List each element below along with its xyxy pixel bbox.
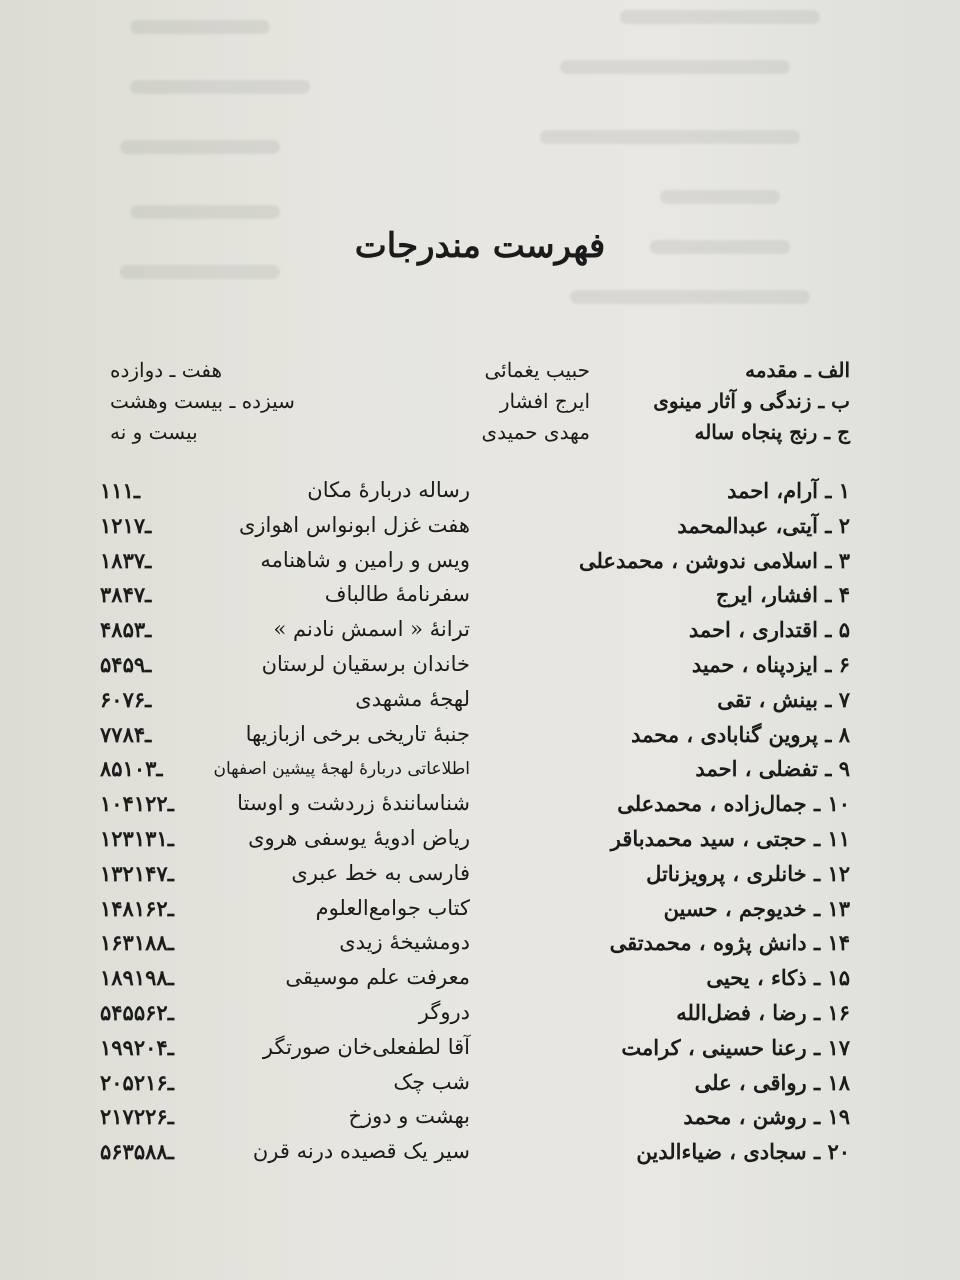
entry-title: فارسی به خط عبری (291, 860, 470, 885)
contents-entry (100, 1139, 850, 1174)
entry-pages: ۱۲ـ۱۷ (100, 512, 152, 538)
entry-author: ۱۸ ـ رواقی ، علی (694, 1069, 850, 1095)
front-matter-pages: بیست و نه (110, 420, 198, 444)
front-matter-row (110, 420, 850, 451)
contents-entry (100, 861, 850, 896)
contents-entry (100, 1104, 850, 1139)
contents-entry (100, 756, 850, 791)
entry-title: معرفت علم موسیقی (285, 965, 470, 990)
entry-pages: ۷۷ـ۸۴ (100, 721, 152, 747)
contents-entry (100, 722, 850, 757)
entry-title: شناسانندهٔ زردشت و اوستا (237, 791, 470, 816)
contents-entry (100, 582, 850, 617)
contents-entry (100, 791, 850, 826)
entry-title: سفرنامهٔ طالباف (324, 582, 470, 607)
entry-title: دروگر (418, 999, 470, 1024)
contents-list (100, 478, 850, 1174)
entry-pages: ۱۳۲ـ۱۴۷ (100, 860, 174, 886)
contents-entry (100, 478, 850, 513)
entry-author: ۱ ـ آرام، احمد (727, 478, 850, 503)
entry-author: ۵ ـ اقتداری ، احمد (688, 617, 850, 643)
entry-pages: ۱۲۳ـ۱۳۱ (100, 825, 174, 851)
entry-pages: ۱۴۸ـ۱۶۲ (100, 895, 174, 921)
entry-author: ۳ ـ اسلامی ندوشن ، محمدعلی (578, 547, 850, 573)
front-matter-pages: سیزده ـ بیست وهشت (110, 389, 295, 413)
entry-title: آقا لطفعلی‌خان صورتگر (262, 1034, 470, 1059)
entry-title: هفت غزل ابونواس اهوازی (238, 512, 470, 537)
contents-entry (100, 1035, 850, 1070)
entry-title: دومشیخهٔ زیدی (339, 930, 470, 955)
contents-entry (100, 548, 850, 583)
front-matter (110, 358, 850, 451)
front-matter-author: حبیب یغمائی (484, 358, 590, 382)
contents-entry (100, 930, 850, 965)
entry-pages: ۵۶۳ـ۵۸۸ (100, 1139, 174, 1165)
page-title: فهرست مندرجات (354, 226, 606, 266)
entry-pages: ۴۸ـ۵۳ (100, 617, 152, 643)
entry-pages: ۱۸۹ـ۱۹۸ (100, 965, 174, 991)
entry-title: شب چک (393, 1069, 470, 1094)
entry-pages: ۲۱۷ـ۲۲۶ (100, 1104, 174, 1130)
contents-entry (100, 513, 850, 548)
entry-pages: ۲۰۵ـ۲۱۶ (100, 1069, 174, 1095)
entry-pages: ۱۸ـ۳۷ (100, 547, 152, 573)
entry-title: لهجهٔ مشهدی (355, 686, 470, 711)
entry-pages: ۸۵ـ۱۰۳ (100, 756, 163, 782)
entry-author: ۷ ـ بینش ، تقی (717, 686, 850, 712)
contents-entry (100, 1000, 850, 1035)
entry-author: ۱۶ ـ رضا ، فضل‌الله (676, 999, 850, 1025)
entry-author: ۲ ـ آیتی، عبدالمحمد (677, 512, 850, 538)
entry-author: ۴ ـ افشار، ایرج (715, 582, 850, 608)
entry-author: ۱۳ ـ خدیوجم ، حسین (663, 895, 850, 921)
contents-entry (100, 965, 850, 1000)
entry-author: ۹ ـ تفضلی ، احمد (695, 756, 850, 782)
entry-pages: ۵۴۵ـ۵۶۲ (100, 999, 174, 1025)
entry-pages: ۱ـ۱۱ (100, 478, 140, 503)
entry-title: جنبهٔ تاریخی برخی ازبازیها (245, 721, 470, 746)
entry-pages: ۶۰ـ۷۶ (100, 686, 152, 712)
entry-author: ۱۹ ـ روشن ، محمد (683, 1104, 850, 1130)
front-matter-author: ایرج افشار (499, 389, 590, 413)
contents-entry (100, 652, 850, 687)
entry-title: ریاض ادویهٔ یوسفی هروی (248, 825, 470, 850)
entry-author: ۱۲ ـ خانلری ، پرویزناتل (646, 860, 850, 886)
entry-author: ۶ ـ ایزدپناه ، حمید (691, 651, 850, 677)
entry-title: ویس و رامین و شاهنامه (260, 547, 470, 572)
entry-author: ۱۴ ـ دانش پژوه ، محمدتقی (609, 930, 850, 956)
contents-entry (100, 617, 850, 652)
entry-author: ۱۵ ـ ذکاء ، یحیی (706, 965, 850, 991)
contents-entry (100, 826, 850, 861)
front-matter-row (110, 358, 850, 389)
entry-title: ترانهٔ « اسمش نادنم » (273, 617, 470, 642)
front-matter-row (110, 389, 850, 420)
entry-pages: ۵۴ـ۵۹ (100, 651, 152, 677)
entry-author: ۲۰ ـ سجادی ، ضیاءالدین (636, 1139, 850, 1165)
entry-author: ۱۱ ـ حجتی ، سید محمدباقر (610, 825, 850, 851)
entry-author: ۱۰ ـ جمال‌زاده ، محمدعلی (617, 791, 850, 817)
entry-author: ۸ ـ پروین گنابادی ، محمد (631, 721, 850, 747)
contents-entry (100, 687, 850, 722)
front-matter-pages: هفت ـ دوازده (110, 358, 223, 382)
entry-pages: ۳۸ـ۴۷ (100, 582, 152, 608)
contents-entry (100, 896, 850, 931)
front-matter-author: مهدی حمیدی (481, 420, 590, 444)
contents-entry (100, 1070, 850, 1105)
entry-pages: ۱۹۹ـ۲۰۴ (100, 1034, 174, 1060)
entry-title: بهشت و دوزخ (348, 1104, 470, 1129)
front-matter-section: الف ـ مقدمه (745, 358, 850, 382)
front-matter-section: ب ـ زندگی و آثار مینوی (653, 389, 850, 413)
bleed-through-text (100, 0, 860, 320)
entry-pages: ۱۰۴ـ۱۲۲ (100, 791, 174, 817)
entry-author: ۱۷ ـ رعنا حسینی ، کرامت (621, 1034, 850, 1060)
entry-pages: ۱۶۳ـ۱۸۸ (100, 930, 174, 956)
entry-title: خاندان برسقیان لرستان (261, 651, 470, 676)
entry-title: اطلاعاتی دربارهٔ لهجهٔ پیشین اصفهان (213, 759, 470, 780)
entry-title: کتاب جوامع‌العلوم (315, 895, 470, 920)
front-matter-section: ج ـ رنج پنجاه ساله (694, 420, 850, 444)
entry-title: سیر یک قصیده درنه قرن (252, 1139, 470, 1164)
entry-title: رساله دربارهٔ مکان (307, 478, 470, 502)
